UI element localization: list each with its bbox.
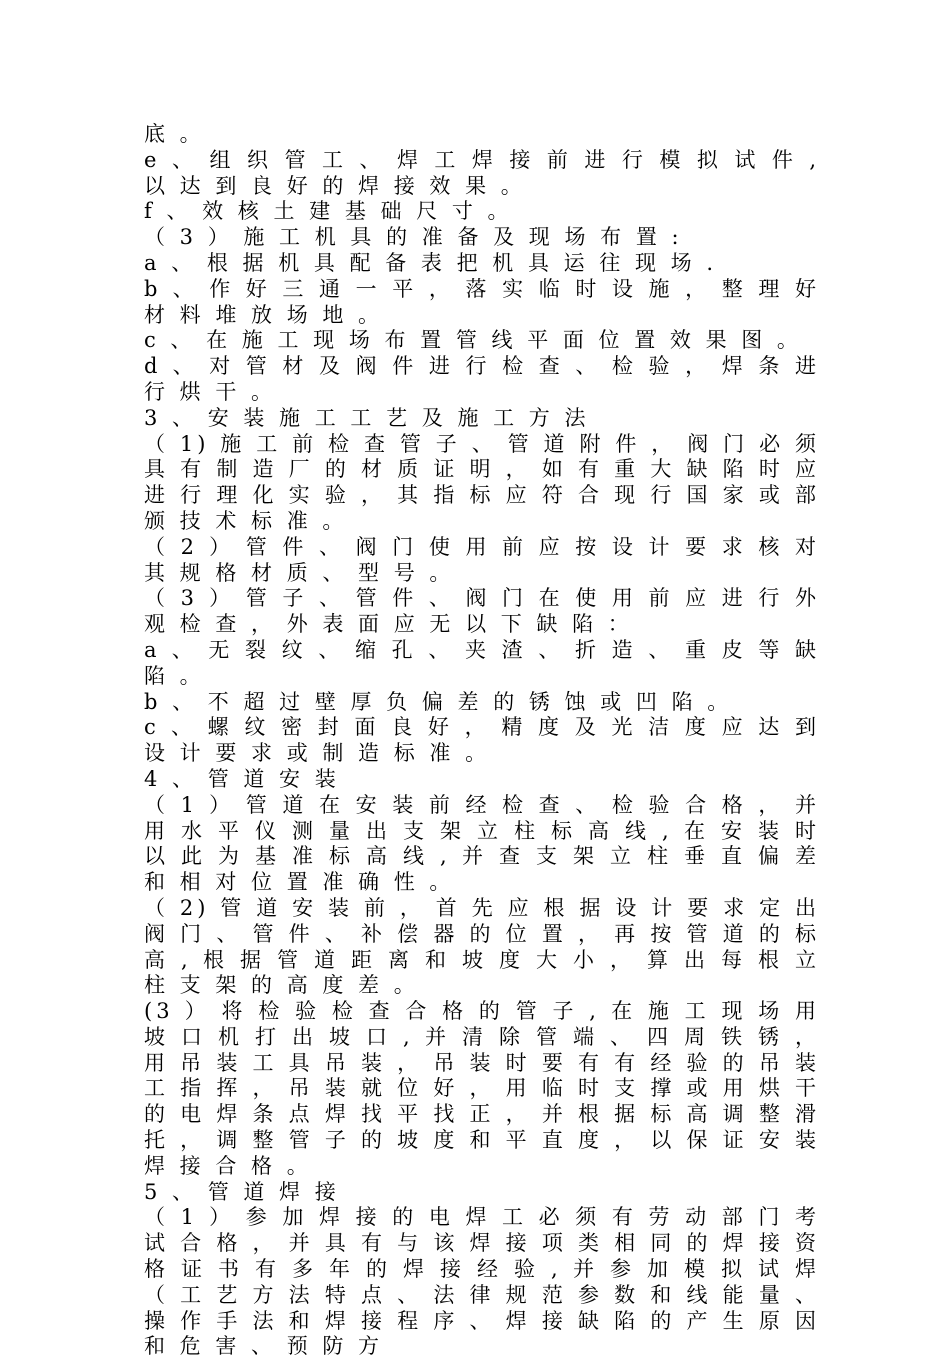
section-heading: 4 、 管 道 安 装: [144, 766, 340, 791]
paragraph: (3 ） 将 检 验 检 查 合 格 的 管 子 , 在 施 工 现 场 用 坡 口 机 打 出 坡 口 , 并 清 除 管 端 、 四 周 铁 锈 ， 用 吊 装 工 具 吊 装 ， 吊 装 时 要 有 有 经 验 的 吊 装 工 指 挥 ， 吊 装 就 位 好 ， 用 临 时 支 撑 或 用 烘 干 的 电 焊 条 点 焊 找 平 找 正 ， 并 根 据 标 高 调 整 滑 托 ， 调 整 管 子 的 坡 度 和 平 直 度 ， 以 保 证 安 装 焊 接 合 格 。: [144, 999, 820, 1178]
paragraph: （ 2) 管 道 安 装 前 ， 首 先 应 根 据 设 计 要 求 定 出 阀 门 、 管 件 、 补 偿 器 的 位 置 ， 再 按 管 道 的 标 高 , 根 据 管 道 距 离 和 坡 度 大 小 ， 算 出 每 根 立 柱 支 架 的 高 度 差 。: [144, 895, 820, 998]
paragraph: b 、 不 超 过 壁 厚 负 偏 差 的 锈 蚀 或 凹 陷 。: [144, 689, 733, 714]
section-heading: 5 、 管 道 焊 接: [144, 1179, 340, 1204]
paragraph: （ 2 ） 管 件 、 阀 门 使 用 前 应 按 设 计 要 求 核 对 其 规 格 材 质 、 型 号 。: [144, 534, 820, 585]
paragraph: d 、 对 管 材 及 阀 件 进 行 检 查 、 检 验 ， 焊 条 进 行 烘 干 。: [144, 354, 820, 404]
paragraph: e 、 组 织 管 工 、 焊 工 焊 接 前 进 行 模 拟 试 件 , 以 达 到 良 好 的 焊 接 效 果 。: [144, 147, 820, 198]
paragraph: f 、 效 核 土 建 基 础 尺 寸 。: [144, 199, 513, 224]
paragraph: c 、 在 施 工 现 场 布 置 管 线 平 面 位 置 效 果 图 。: [144, 328, 802, 353]
paragraph: （ 3 ） 管 子 、 管 件 、 阀 门 在 使 用 前 应 进 行 外 观 检 查 ， 外 表 面 应 无 以 下 缺 陷 ：: [144, 586, 820, 637]
paragraph: （ 1 ） 参 加 焊 接 的 电 焊 工 必 须 有 劳 动 部 门 考 试 合 格 ， 并 具 有 与 该 焊 接 项 类 相 同 的 焊 接 资 格 证 书 有 多 年 的 焊 接 经 验 , 并 参 加 模 拟 试 焊 （ 工 艺 方 法 特 点 、 法 律 规 范 参 数 和 线 能 量 、 操 作 手 法 和 焊 接 程 序 、 焊 接 缺 陷 的 产 生 原 因 和 危 害 、 预 防 方: [144, 1205, 820, 1359]
paragraph: （ 1 ） 管 道 在 安 装 前 经 检 查 、 检 验 合 格 ， 并 用 水 平 仪 测 量 出 支 架 立 柱 标 高 线 , 在 安 装 时 以 此 为 基 准 标 高 线 , 并 查 支 架 立 柱 垂 直 偏 差 和 相 对 位 置 准 确 性 。: [144, 792, 820, 895]
paragraph: 底 。: [144, 122, 205, 146]
paragraph: b 、 作 好 三 通 一 平 ， 落 实 临 时 设 施 ， 整 理 好 材 料 堆 放 场 地 。: [144, 276, 820, 327]
paragraph: （ 1) 施 工 前 检 查 管 子 、 管 道 附 件 ， 阀 门 必 须 具 有 制 造 厂 的 材 质 证 明 ， 如 有 重 大 缺 陷 时 应 进 行 理 化 实 验 ， 其 指 标 应 符 合 现 行 国 家 或 部 颁 技 术 标 准 。: [144, 431, 820, 533]
paragraph: a 、 无 裂 纹 、 缩 孔 、 夹 渣 、 折 造 、 重 皮 等 缺 陷 。: [144, 637, 820, 688]
section-heading: 3 、 安 装 施 工 工 艺 及 施 工 方 法: [144, 405, 590, 430]
paragraph: c 、 螺 纹 密 封 面 良 好 ， 精 度 及 光 洁 度 应 达 到 设 计 要 求 或 制 造 标 准 。: [144, 715, 820, 766]
paragraph: （ 3 ） 施 工 机 具 的 准 备 及 现 场 布 置 :: [144, 225, 683, 250]
paragraph: a 、 根 据 机 具 配 备 表 把 机 具 运 往 现 场 .: [144, 250, 717, 275]
